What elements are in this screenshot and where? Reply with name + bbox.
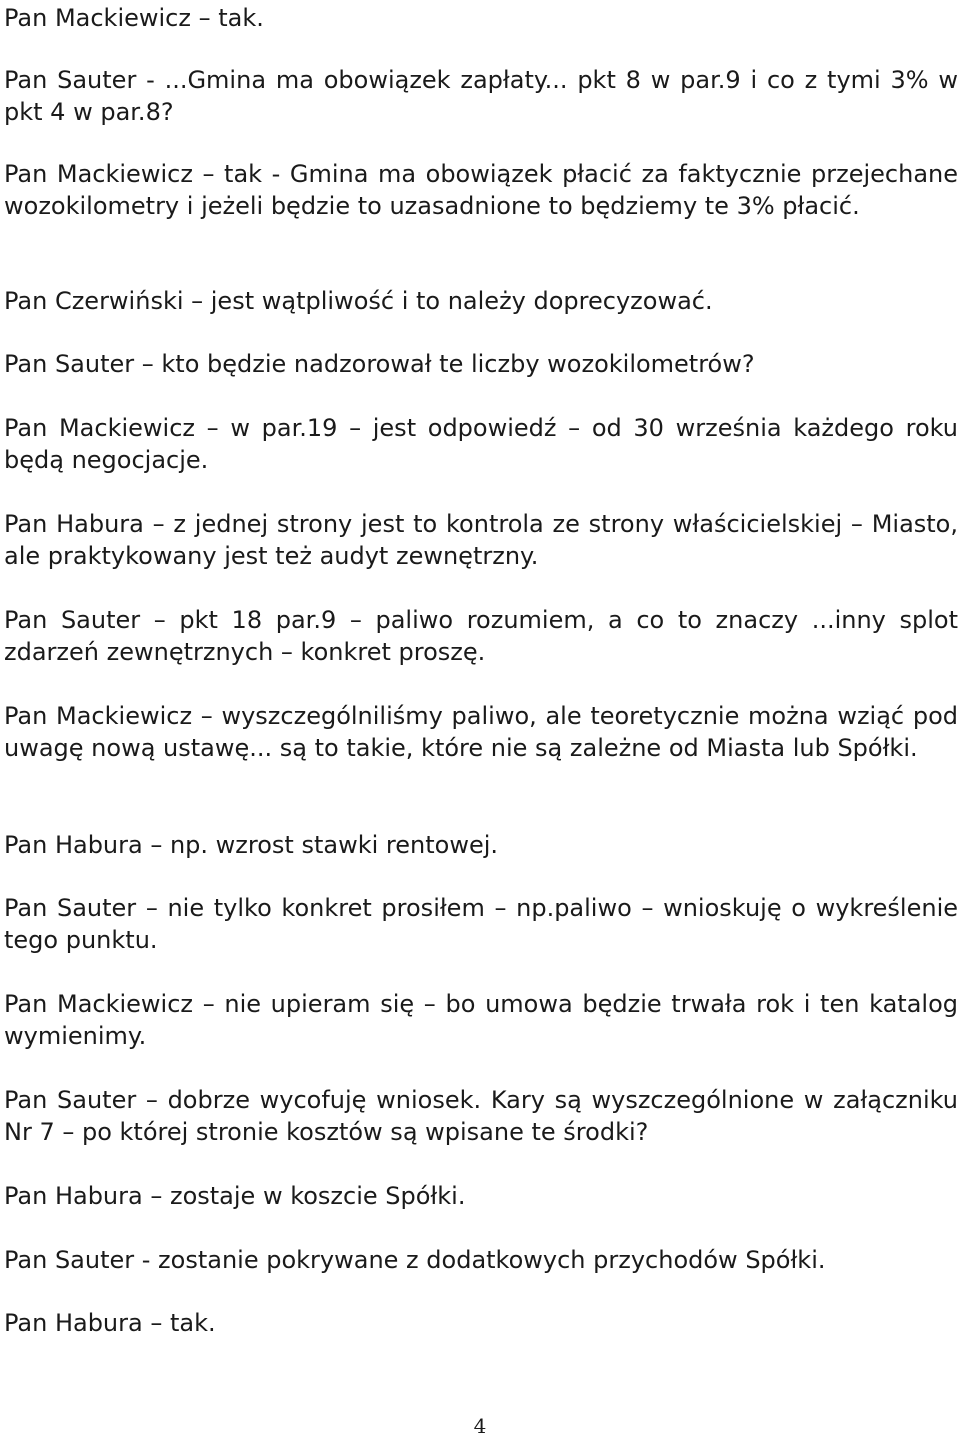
paragraph-13: Pan Sauter – dobrze wycofuję wniosek. Kary są wyszczególnione w załączniku Nr 7 – po której stronie kosztów są wpisane te środki? (4, 1086, 958, 1146)
paragraph-11: Pan Sauter – nie tylko konkret prosiłem – np.paliwo – wnioskuję o wykreślenie tego punktu. (4, 894, 958, 954)
paragraph-9: Pan Mackiewicz – wyszczególniliśmy paliwo, ale teoretycznie można wziąć pod uwagę nową ustawę... są to takie, które nie są zależne od Miasta lub Spółki. (4, 702, 958, 762)
paragraph-6: Pan Mackiewicz – w par.19 – jest odpowiedź – od 30 września każdego roku będą negocjacje. (4, 414, 958, 474)
paragraph-14: Pan Habura – zostaje w koszcie Spółki. (4, 1182, 466, 1210)
paragraph-8: Pan Sauter – pkt 18 par.9 – paliwo rozumiem, a co to znaczy ...inny splot zdarzeń zewnętrznych – konkret proszę. (4, 606, 958, 666)
paragraph-2: Pan Sauter - ...Gmina ma obowiązek zapłaty... pkt 8 w par.9 i co z tymi 3% w pkt 4 w par.8? (4, 66, 958, 126)
paragraph-16: Pan Habura – tak. (4, 1309, 216, 1337)
page-number: 4 (473, 1414, 487, 1438)
paragraph-4: Pan Czerwiński – jest wątpliwość i to należy doprecyzować. (4, 287, 713, 315)
paragraph-7: Pan Habura – z jednej strony jest to kontrola ze strony właścicielskiej – Miasto, ale praktykowany jest też audyt zewnętrzny. (4, 510, 958, 570)
paragraph-5: Pan Sauter – kto będzie nadzorował te liczby wozokilometrów? (4, 350, 755, 378)
paragraph-10: Pan Habura – np. wzrost stawki rentowej. (4, 831, 499, 859)
paragraph-15: Pan Sauter - zostanie pokrywane z dodatkowych przychodów Spółki. (4, 1246, 826, 1274)
paragraph-3: Pan Mackiewicz – tak - Gmina ma obowiązek płacić za faktycznie przejechane wozokilometry i jeżeli będzie to uzasadnione to będziemy te 3% płacić. (4, 160, 958, 220)
paragraph-12: Pan Mackiewicz – nie upieram się – bo umowa będzie trwała rok i ten katalog wymienimy. (4, 990, 958, 1050)
paragraph-1: Pan Mackiewicz – tak. (4, 4, 264, 32)
